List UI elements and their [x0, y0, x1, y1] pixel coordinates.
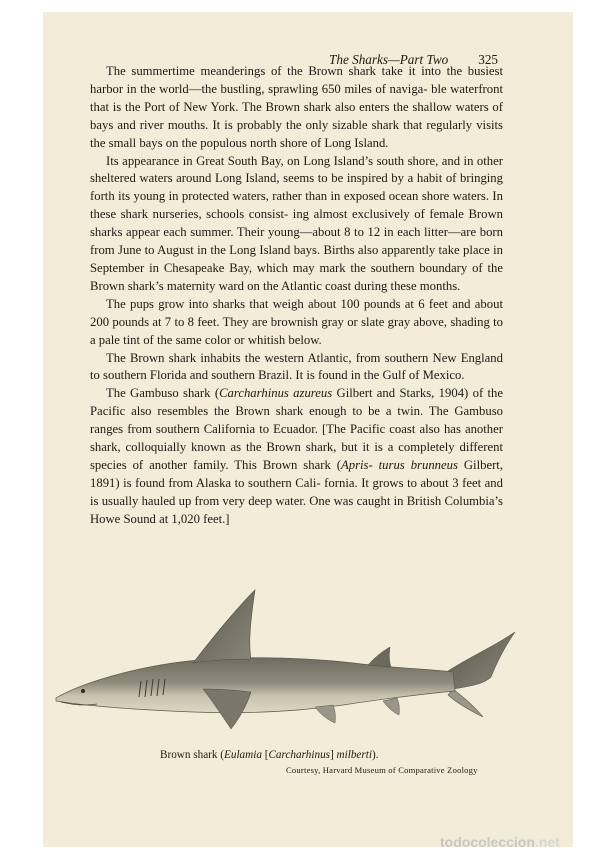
watermark-text: .net: [534, 834, 560, 850]
caption-text: ).: [371, 749, 379, 761]
caption-text: ]: [330, 749, 337, 761]
caption-text: Brown shark (: [160, 749, 225, 761]
caption-genus: Eulamia: [224, 749, 262, 761]
paragraph: [90, 385, 503, 528]
caption-genus: Carcharhinus: [268, 749, 331, 761]
page-number: 325: [478, 52, 498, 67]
shark-illustration: [53, 577, 523, 742]
watermark-text: todocoleccion: [440, 834, 535, 850]
figure-caption: [160, 749, 379, 761]
caption-text: [: [261, 749, 269, 761]
species-name: Carcharhinus azureus: [219, 386, 333, 401]
paragraph: Its appearance in Great South Bay, on Long Island’s south shore, and in other sheltered waters around Long Island, seems to be inspired by a habit of bringing forth its young in protected waters, rather than in exposed ocean shore waters. In these shark nurseries, schools consist- ing almost exclusively of female Brown sharks appear each summer. Their young—about 8 to 12 in each litter—are born from June to August in the Long Island bays. Births also apparently take place in September in Chesapeake Bay, which may mark the southern boundary of the Brown shark’s maternity ward on the Atlantic coast during these months.: [90, 153, 503, 293]
running-title: The Sharks—Part Two: [329, 52, 449, 67]
text-run: Gilbert and Starks, 1904) of the Pacific also resembles the Brown shark enough to be a twin. The Gambuso ranges from southern California to Ecuador. [The Pacific coast also has another shark, colloquially known as the Brown shark, but it is a completely different species of another family. This Brown shark (: [90, 386, 503, 472]
text-run: The Gambuso shark (: [106, 386, 220, 401]
text-run: Gilbert, 1891) is found from Alaska to southern Cali- fornia. It grows to about 3 feet and is usually hauled up from very deep water. One was caught in British Columbia’s Howe Sound at 1,020 feet.]: [90, 457, 504, 526]
figure-credit: Courtesy, Harvard Museum of Comparative Zoology: [286, 765, 478, 775]
species-name: Apris- turus brunneus: [340, 457, 458, 472]
paragraph: The pups grow into sharks that weigh about 100 pounds at 6 feet and about 200 pounds at 7 to 8 feet. They are brownish gray or slate gray above, shading to a pale tint of the same color or whitish below.: [90, 296, 503, 347]
paragraph: The summertime meanderings of the Brown shark take it into the busiest harbor in the world—the bustling, sprawling 650 miles of naviga- ble waterfront that is the Port of New York. The Brown shark also enters the shallow waters of bays and river mouths. It is probably the only sizable shark that regularly visits the small bays on the populous north shore of Long Island.: [90, 64, 503, 150]
body-text: [90, 63, 503, 529]
watermark: [440, 834, 560, 850]
book-page: [43, 12, 573, 847]
caption-species: milberti: [336, 749, 372, 761]
paragraph: The Brown shark inhabits the western Atlantic, from southern New England to southern Florida and southern Brazil. It is found in the Gulf of Mexico.: [90, 350, 503, 383]
